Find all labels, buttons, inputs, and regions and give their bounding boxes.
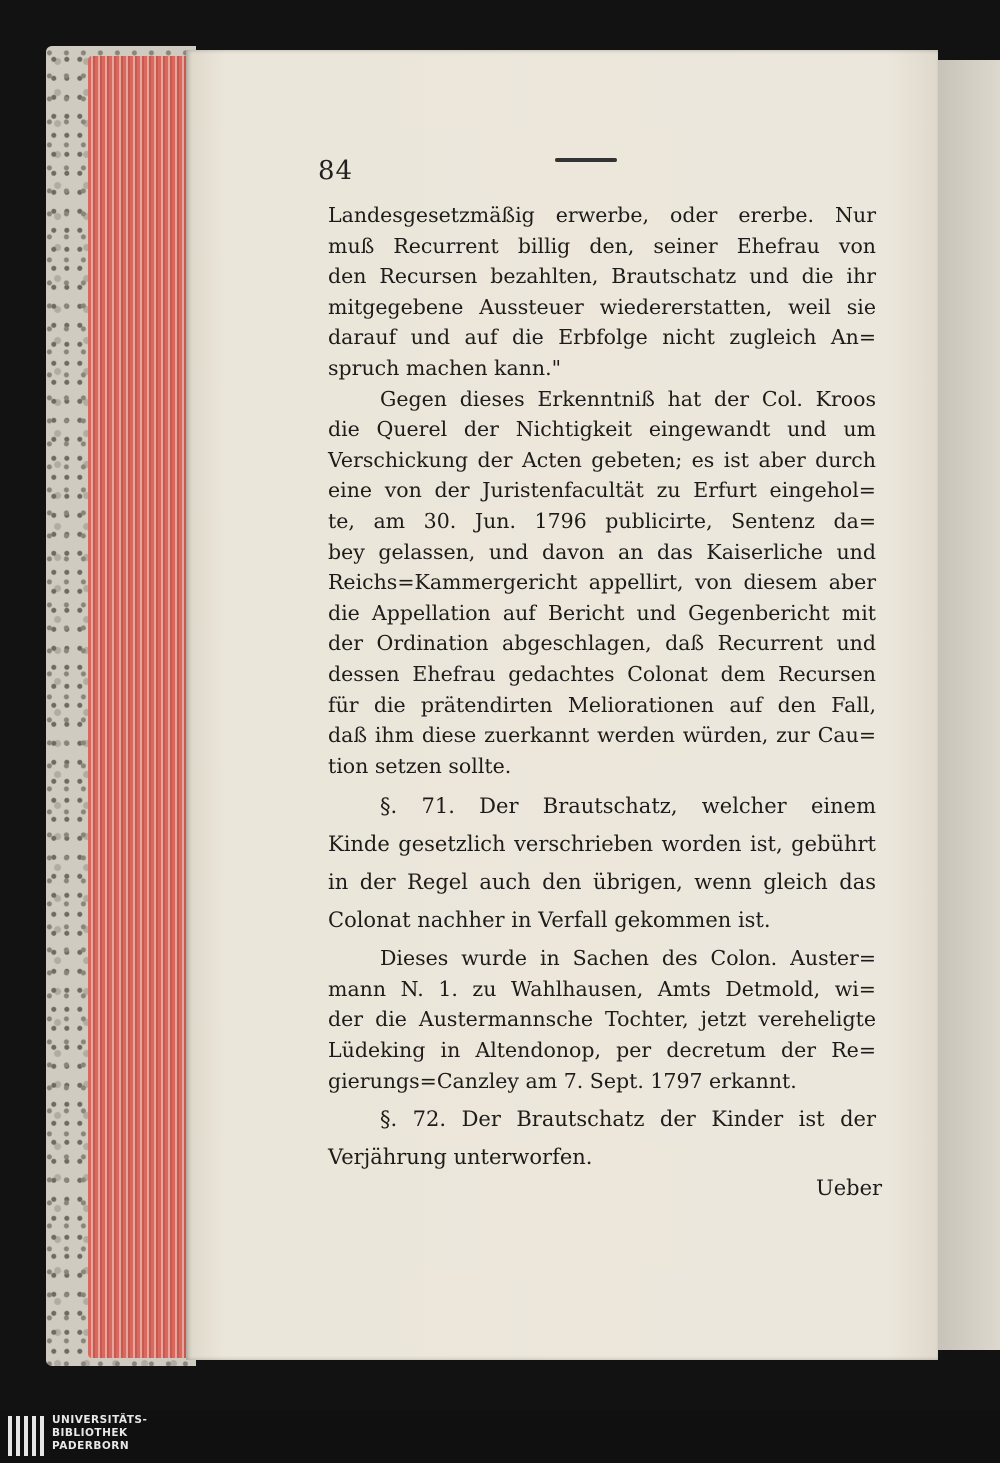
text-line: den Recursen bezahlten, Brautschatz und die ihr [328,264,876,289]
paragraph-1 [328,200,876,384]
section-heading-line: Kinde gesetzlich verschrieben worden ist, gebührt [328,832,876,857]
text-line: spruch machen kann." [328,355,562,380]
library-name-line: BIBLIOTHEK [52,1427,128,1439]
text-line: mann N. 1. zu Wahlhausen, Amts Detmold, wi= [328,976,876,1001]
paragraph-3 [328,943,876,1096]
section-71 [328,787,876,939]
text-line: Verschickung der Acten gebeten; es ist aber durch [328,447,876,472]
section-72 [328,1100,876,1176]
section-heading-line: in der Regel auch den übrigen, wenn gleich das [328,870,876,895]
text-line: Reichs=Kammergericht appellirt, von diesem aber [328,570,876,595]
text-line: mitgegebene Aussteuer wiedererstatten, weil sie [328,294,876,319]
text-line: daß ihm diese zuerkannt werden würden, zur Cau= [328,723,876,748]
text-line: dessen Ehefrau gedachtes Colonat dem Recursen [328,661,876,686]
text-line: für die prätendirten Meliorationen auf den Fall, [328,692,876,717]
library-name-line: UNIVERSITÄTS- [52,1414,148,1426]
page-text [328,200,876,1176]
text-line: der Ordination abgeschlagen, daß Recurrent und [328,631,876,656]
footer-bar [0,1410,1000,1463]
text-line: muß Recurrent billig den, seiner Ehefrau von [328,233,876,258]
header-rule [555,158,617,162]
paragraph-2 [328,384,876,782]
text-line: darauf und auf die Erbfolge nicht zugleich An= [328,325,876,350]
text-line: die Appellation auf Bericht und Gegenbericht mit [328,600,876,625]
library-logo-text [52,1414,147,1453]
text-line: Dieses wurde in Sachen des Colon. Auster= [380,946,876,971]
page-number: 84 [318,156,354,186]
section-heading-line: Verjährung unterworfen. [328,1145,593,1170]
text-line: Lüdeking in Altendonop, per decretum der Re= [328,1038,876,1063]
text-line: bey gelassen, und davon an das Kaiserliche und [328,539,876,564]
facing-page [938,60,1000,1350]
text-line: Gegen dieses Erkenntniß hat der Col. Kroos [380,386,876,411]
section-heading-line: §. 72. Der Brautschatz der Kinder ist der [380,1107,876,1132]
library-logo-icon [8,1416,44,1456]
text-line: te, am 30. Jun. 1796 publicirte, Sentenz da= [328,508,876,533]
text-line: Landesgesetzmäßig erwerbe, oder ererbe. Nur [328,203,876,227]
page-edges [88,56,198,1358]
catchword: Ueber [816,1176,883,1200]
text-line: gierungs=Canzley am 7. Sept. 1797 erkannt. [328,1068,797,1093]
text-line: die Querel der Nichtigkeit eingewandt und um [328,417,876,442]
library-name-line: PADERBORN [52,1440,130,1452]
text-line: der die Austermannsche Tochter, jetzt verehelig͏te [328,1007,876,1032]
text-line: eine von der Juristenfacultät zu Erfurt eingehol= [328,478,876,503]
section-heading-line: §. 71. Der Brautschatz, welcher einem [380,794,876,819]
section-heading-line: Colonat nachher in Verfall gekommen ist. [328,908,771,933]
text-line: tion setzen sollte. [328,753,512,778]
